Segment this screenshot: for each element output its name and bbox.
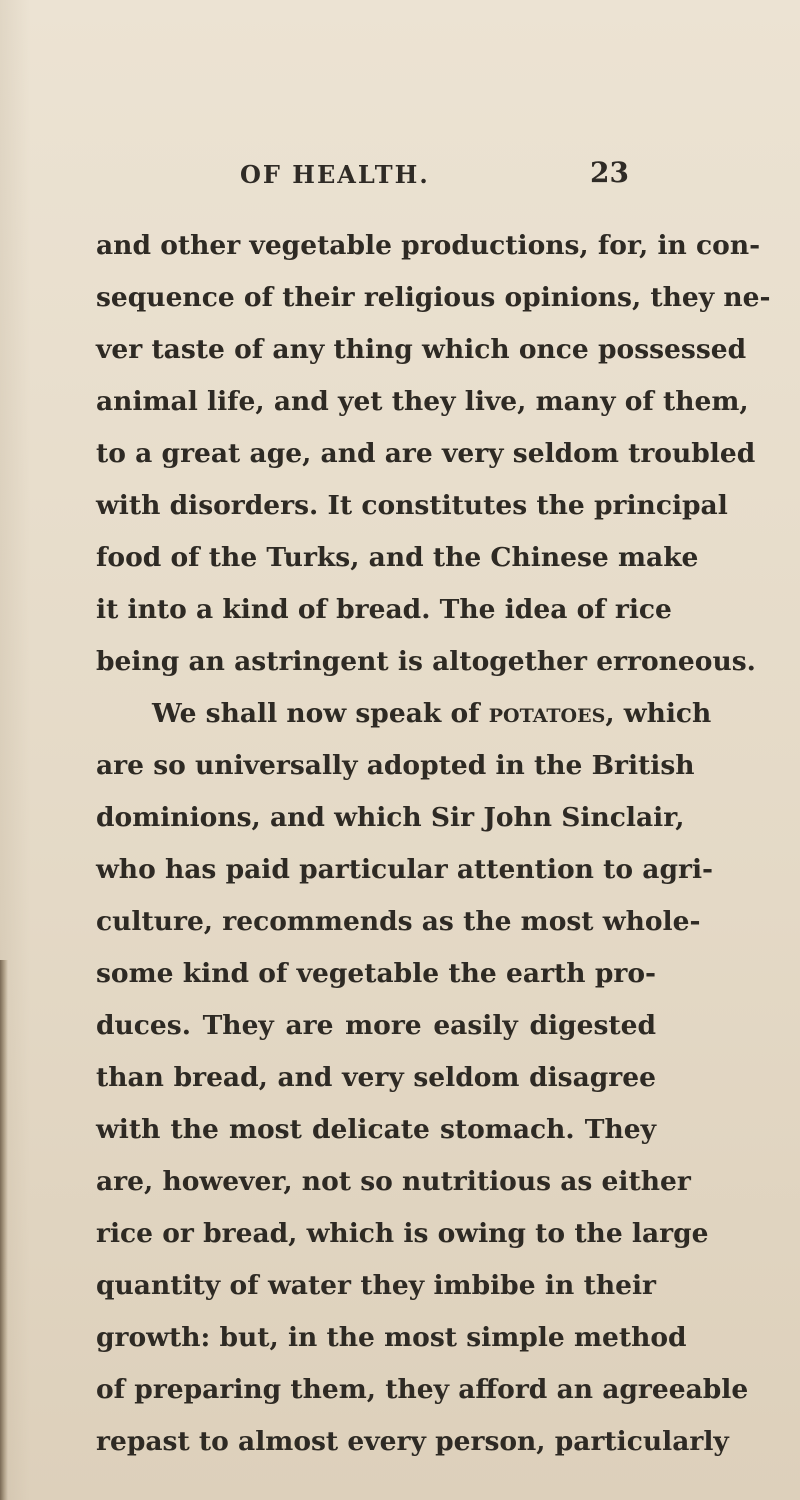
text-line: growth: but, in the most simple method [96, 1322, 687, 1353]
text-line: repast to almost every person, particularly [96, 1426, 729, 1457]
text-line: with disorders. It constitutes the principal [96, 490, 728, 521]
text-line: animal life, and yet they live, many of them, [96, 386, 749, 417]
potatoes-smallcaps: potatoes [488, 698, 606, 729]
paragraph-end-line: being an astringent is altogether erroneous. [96, 646, 756, 677]
text-line: culture, recommends as the most whole- [96, 906, 701, 937]
text-line: dominions, and which Sir John Sinclair, [96, 802, 685, 833]
text-line: quantity of water they imbibe in their [96, 1270, 656, 1301]
text-line: food of the Turks, and the Chinese make [96, 542, 699, 573]
text-line: who has paid particular attention to agri- [96, 854, 714, 885]
text-line: rice or bread, which is owing to the large [96, 1218, 709, 1249]
text-line: and other vegetable productions, for, in con- [96, 230, 761, 261]
text-line: than bread, and very seldom disagree [96, 1062, 656, 1093]
line-lead: We shall now speak of [152, 698, 480, 729]
text-line: are, however, not so nutritious as either [96, 1166, 691, 1197]
paragraph-start-line [152, 694, 712, 734]
text-line: some kind of vegetable the earth pro- [96, 958, 656, 989]
text-line: ver taste of any thing which once possessed [96, 334, 747, 365]
page-edge-shadow [0, 960, 8, 1500]
text-line: duces. They are more easily digested [96, 1010, 656, 1041]
running-head: OF HEALTH. [240, 160, 430, 189]
text-line: to a great age, and are very seldom troubled [96, 438, 756, 469]
page-number: 23 [590, 156, 629, 189]
text-line: with the most delicate stomach. They [96, 1114, 656, 1145]
text-line: of preparing them, they afford an agreeable [96, 1374, 749, 1405]
line-tail: , which [605, 698, 712, 729]
text-line: sequence of their religious opinions, they ne- [96, 282, 771, 313]
text-line: are so universally adopted in the British [96, 750, 695, 781]
text-line: it into a kind of bread. The idea of rice [96, 594, 672, 625]
